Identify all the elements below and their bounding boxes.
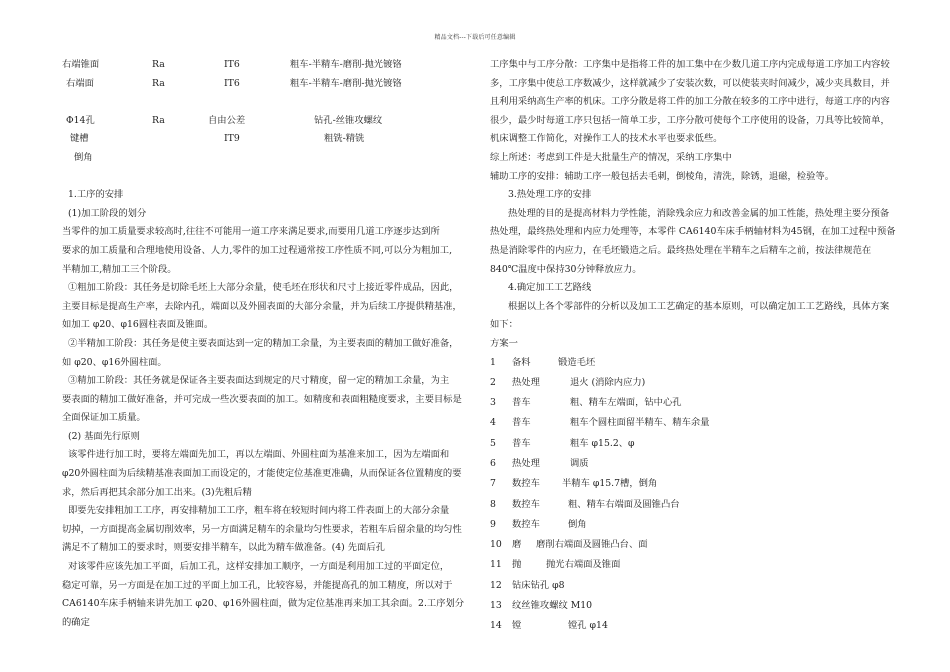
list-item bbox=[490, 354, 908, 374]
body-line: ②半精加工阶段：其任务是使主要表面达到一定的精加工余量，为主要表面的精加工做好准备， bbox=[68, 337, 459, 349]
table-row bbox=[62, 130, 472, 149]
body-line: ③精加工阶段：其任务就是保证各主要表面达到规定的尺寸精度，留一定的精加工余量，为主 bbox=[68, 375, 450, 387]
body-line: 工序集中与工序分散：工序集中是指将工件的加工集中在少数几道工序内完成每道工序加工内容较 bbox=[490, 59, 890, 70]
surface-cell: 右端锥面 bbox=[62, 59, 100, 70]
route-cell: 粗车-半精车-磨削-抛光镀铬 bbox=[290, 77, 402, 89]
step-number: 4 bbox=[490, 417, 496, 429]
step-operation: 热处理 bbox=[512, 376, 540, 388]
body-line: 主要目标是提高生产率，去除内孔，端面以及外圆表面的大部分余量，并为后续工序提供精基准， bbox=[62, 300, 462, 312]
body-line: 的确定 bbox=[62, 616, 90, 628]
grade-cell: IT6 bbox=[224, 77, 240, 89]
table-row bbox=[62, 112, 472, 131]
step-number: 7 bbox=[490, 478, 496, 490]
step-content: 磨削右端面及圆锥凸台、面 bbox=[536, 539, 648, 551]
body-line: 很少，最少时每道工序只包括一简单工步，工序分散可使每个工序使用的设备，刀具等比较简单， bbox=[490, 114, 890, 126]
step-operation: 抛 bbox=[512, 559, 522, 571]
subsection-heading: (1)加工阶段的划分 bbox=[68, 207, 147, 219]
body-line: 当零件的加工质量要求较高时,往往不可能用一道工序来满足要求,而要用几道工序逐步达到所 bbox=[62, 226, 440, 238]
step-operation: 普车 bbox=[512, 437, 531, 449]
body-line: 半精加工,精加工三个阶段。 bbox=[62, 263, 177, 275]
route-cell: 粗车-半精车-磨削-抛光镀铬 bbox=[290, 59, 402, 70]
body-line: 辅助工序的安排：辅助工序一般包括去毛刺，倒棱角，清洗，除锈，退磁，检验等。 bbox=[490, 170, 834, 182]
plan-title: 方案一 bbox=[490, 337, 518, 349]
step-operation: 数控车 bbox=[512, 518, 540, 530]
list-item bbox=[490, 617, 908, 637]
body-line: 要表面的精加工做好准备，并可完成一些次要表面的加工。如精度和表面粗糙度要求，主要目标是 bbox=[62, 393, 462, 405]
section-heading: 3.热处理工序的安排 bbox=[508, 189, 592, 201]
body-line: 即要先安排粗加工工序，再安排精加工工序，粗车将在较短时间内将工件表面上的大部分余量 bbox=[68, 505, 450, 517]
step-content: 粗车 φ15.2、φ bbox=[570, 437, 635, 449]
grade-cell: 自由公差 bbox=[208, 114, 246, 126]
body-line: CA6140车床手柄轴来讲先加工 φ20、φ16外圆柱面，做为定位基准再来加工其余面。2.工序划分 bbox=[62, 598, 465, 610]
table-row bbox=[62, 75, 472, 94]
surface-cell: 右端面 bbox=[66, 77, 94, 89]
list-item bbox=[490, 516, 908, 536]
step-content: 半精车 φ15.7槽，倒角 bbox=[562, 478, 658, 490]
body-line: φ20外圆柱面为后续精基准表面加工而设定的，才能使定位基准更准确，从而保证各位置精度的要 bbox=[62, 468, 462, 480]
step-content: 粗、精车左端面，钻中心孔 bbox=[570, 397, 682, 409]
step-operation: 数控车 bbox=[512, 498, 540, 510]
step-number: 9 bbox=[490, 518, 496, 530]
step-number: 3 bbox=[490, 397, 496, 409]
page-header: 精品文档---下载后可任意编辑 bbox=[434, 34, 516, 41]
step-number: 12 bbox=[490, 579, 502, 591]
body-line: 机床调整工作简化，对操作工人的技术水平也要求低些。 bbox=[490, 133, 723, 145]
section-heading: 1.工序的安排 bbox=[68, 189, 124, 201]
body-line: 且利用采纳高生产率的机床。工序分散是将工件的加工分散在较多的工序中进行，每道工序的内容 bbox=[490, 96, 890, 108]
step-number: 10 bbox=[490, 539, 502, 551]
route-cell: 粗铣-精铣 bbox=[324, 133, 365, 145]
table-row bbox=[62, 56, 472, 75]
body-line: 要求的加工质量和合理地使用设备、人力,零件的加工过程通常按工序性质不同,可以分为粗加工, bbox=[62, 244, 453, 256]
grade-cell: IT6 bbox=[224, 59, 240, 70]
step-content: 粗车个圆柱面留半精车、精车余量 bbox=[570, 417, 710, 429]
body-line: 对该零件应该先加工平面，后加工孔，这样安排加工顺序，一方面是利用加工过的平面定位， bbox=[68, 561, 450, 573]
left-column bbox=[62, 56, 472, 632]
metric-cell: Ra bbox=[152, 59, 165, 70]
list-item bbox=[490, 374, 908, 394]
metric-cell: Ra bbox=[152, 114, 165, 126]
step-number: 8 bbox=[490, 498, 496, 510]
body-line: 热处理的目的是提高材料力学性能，消除残余应力和改善金属的加工性能，热处理主要分预备 bbox=[508, 207, 890, 219]
step-number: 1 bbox=[490, 356, 496, 368]
surface-cell: Φ14孔 bbox=[66, 114, 95, 126]
body-line: 切掉，一方面提高金属切削效率，另一方面满足精车的余量均匀性要求，若粗车后留余量的均匀性 bbox=[62, 523, 462, 535]
list-item bbox=[490, 394, 908, 414]
list-item bbox=[490, 455, 908, 475]
step-operation: 备料 bbox=[512, 356, 531, 368]
body-line: 稳定可靠，另一方面是在加工过的平面上加工孔，比较容易，并能提高孔的加工精度，所以对于 bbox=[62, 579, 453, 591]
list-item bbox=[490, 435, 908, 455]
body-line: 全面保证加工质量。 bbox=[62, 412, 146, 424]
step-operation: 普车 bbox=[512, 417, 531, 429]
body-line: ①粗加工阶段：其任务是切除毛坯上大部分余量，使毛坯在形状和尺寸上接近零件成品，因此， bbox=[68, 282, 459, 294]
subsection-heading: (2) 基面先行原则 bbox=[68, 430, 140, 442]
step-operation: 数控车 bbox=[512, 478, 540, 490]
step-content: 抛光右端面及锥面 bbox=[546, 559, 621, 571]
metric-cell: Ra bbox=[152, 77, 165, 89]
body-line: 如下： bbox=[490, 319, 518, 331]
list-item bbox=[490, 496, 908, 516]
body-line: 满足不了精加工的要求时，则要安排半精车，以此为精车做准备。(4) 先面后孔 bbox=[62, 542, 385, 554]
list-item bbox=[490, 536, 908, 556]
body-line: 根据以上各个零部件的分析以及加工工艺确定的基本原则，可以确定加工工艺路线，具体方案 bbox=[508, 300, 890, 312]
body-line: 热是消除零件的内应力，在毛坯锻造之后。最终热处理在半精车之后精车之前，按法律规范在 bbox=[490, 244, 872, 256]
step-content: 锻造毛坯 bbox=[558, 356, 596, 368]
step-operation: 钻床钻孔 φ8 bbox=[512, 579, 565, 591]
list-item bbox=[490, 556, 908, 576]
route-cell: 钻孔-丝锥攻螺纹 bbox=[314, 114, 383, 126]
body-line: 如 φ20、φ16外圆柱面。 bbox=[62, 356, 167, 368]
step-number: 6 bbox=[490, 457, 496, 469]
body-line: 综上所述：考虑到工件是大批量生产的情况，采纳工序集中 bbox=[490, 151, 732, 163]
step-operation: 磨 bbox=[512, 539, 522, 551]
step-content: 粗、精车右端面及圆锥凸台 bbox=[568, 498, 680, 510]
step-number: 5 bbox=[490, 437, 496, 449]
body-line: 求，然后再把其余部分加工出来。(3)先粗后精 bbox=[62, 486, 252, 498]
process-plan-list bbox=[490, 354, 908, 638]
body-line: 如加工 φ20、φ16圆柱表面及锥面。 bbox=[62, 319, 214, 331]
list-item bbox=[490, 577, 908, 597]
tolerance-table bbox=[62, 56, 472, 168]
step-operation: 镗 bbox=[512, 620, 522, 632]
list-item bbox=[490, 414, 908, 434]
list-item bbox=[490, 475, 908, 495]
surface-cell: 倒角 bbox=[74, 151, 93, 163]
step-operation: 普车 bbox=[512, 397, 531, 409]
table-row bbox=[62, 149, 472, 168]
step-number: 13 bbox=[490, 600, 502, 612]
step-operation: 热处理 bbox=[512, 457, 540, 469]
step-number: 14 bbox=[490, 620, 502, 632]
step-number: 11 bbox=[490, 559, 502, 571]
section-heading: 4.确定加工工艺路线 bbox=[508, 282, 592, 294]
body-line: 多，工序集中使总工序数减少，这样就减少了安装次数，可以使装夹时间减少，减少夹具数目，并 bbox=[490, 77, 890, 89]
body-line: 热处理，最终热处理和内应力处理等，本零件 CA6140车床手柄轴材料为45钢，在加工过程中预备 bbox=[490, 226, 896, 238]
body-line: 该零件进行加工时，要将左端面先加工，再以左端面、外圆柱面为基准来加工，因为左端面和 bbox=[68, 449, 450, 461]
body-line: 840℃温度中保持30分钟释放应力。 bbox=[490, 263, 642, 275]
step-content: 倒角 bbox=[568, 518, 587, 530]
right-column bbox=[490, 56, 908, 638]
step-content: 调质 bbox=[570, 457, 589, 469]
surface-cell: 键槽 bbox=[70, 133, 89, 145]
step-content: 镗孔 φ14 bbox=[568, 620, 608, 632]
grade-cell: IT9 bbox=[224, 133, 240, 145]
list-item bbox=[490, 597, 908, 617]
step-operation: 纹丝锥攻螺纹 M10 bbox=[512, 600, 593, 612]
step-number: 2 bbox=[490, 376, 496, 388]
step-content: 退火 (消除内应力) bbox=[570, 376, 646, 388]
